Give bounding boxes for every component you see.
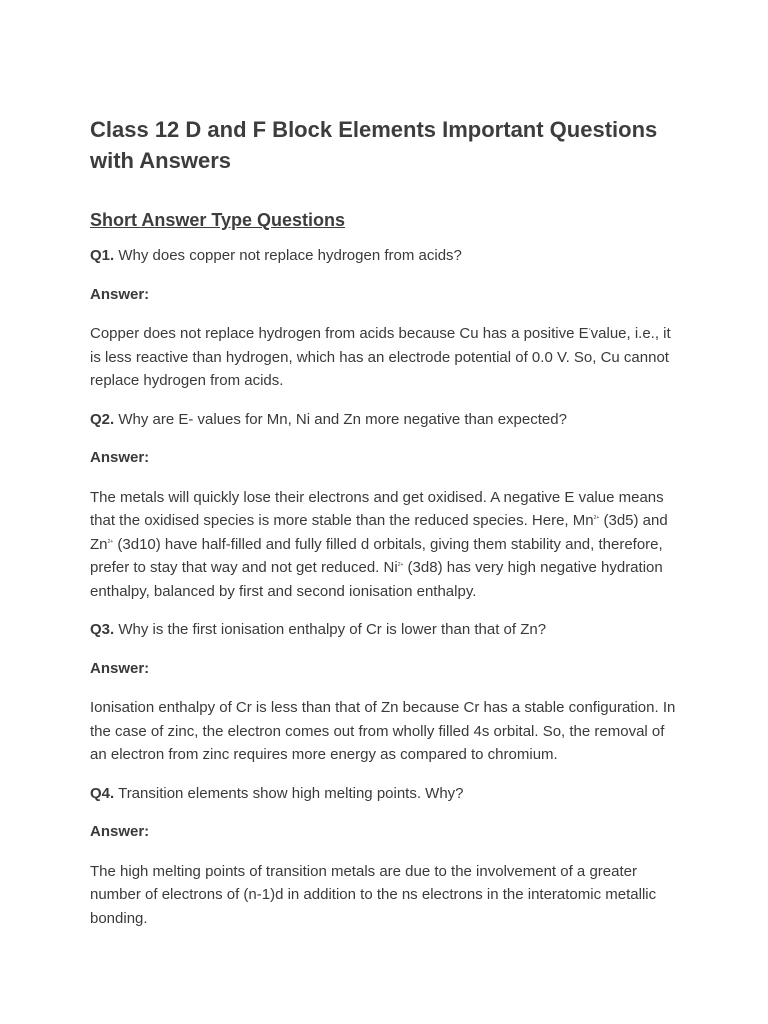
section-heading: Short Answer Type Questions	[90, 210, 346, 230]
answer-text: value, i.e., it is less reactive than hydrogen, which has an electrode potential of 0.0 V. So, Cu cannot replace hydrogen from acids.	[90, 325, 671, 389]
answer-text: Copper does not replace hydrogen from acids because Cu has a positive E	[90, 325, 589, 342]
answer-label-text: Answer:	[90, 449, 150, 466]
answer-text: (3d8) has very high negative hydration enthalpy, balanced by first and second ionisation enthalpy.	[90, 559, 663, 600]
question-text: Why is the first ionisation enthalpy of Cr is lower than that of Zn?	[114, 621, 547, 638]
answer-2	[90, 486, 682, 604]
answer-1	[90, 322, 682, 393]
answer-label	[90, 657, 682, 681]
answer-text: The metals will quickly lose their electrons and get oxidised. A negative E value means that the oxidised species is more stable than the reduced species. Here, Mn	[90, 488, 664, 529]
question-text: Why are E- values for Mn, Ni and Zn more negative than expected?	[114, 410, 567, 428]
question-label: Q4.	[90, 784, 115, 802]
answer-label	[90, 283, 682, 307]
question-text: Transition elements show high melting points. Why?	[114, 784, 464, 802]
question-1	[90, 244, 682, 268]
superscript: 2+	[593, 515, 600, 521]
answer-text: (3d10) have half-filled and fully filled d orbitals, giving them stability and, therefore, prefer to stay that way and not get reduced. Ni	[90, 535, 663, 576]
answer-label-text: Answer:	[90, 285, 150, 303]
answer-text: (3d5) and Zn	[90, 512, 668, 553]
question-label: Q2.	[90, 410, 115, 428]
answer-label-text: Answer:	[90, 659, 150, 677]
question-2	[90, 408, 682, 432]
superscript: 2+	[107, 538, 114, 545]
answer-label-text: Answer:	[90, 823, 150, 840]
page-title: Class 12 D and F Block Elements Important Questions with Answers	[90, 117, 658, 173]
answer-4: The high melting points of transition metals are due to the involvement of a greater number of electrons of (n-1)d in addition to the ns electrons in the interatomic metallic bonding.	[90, 862, 657, 927]
superscript: °	[588, 328, 591, 334]
question-4	[90, 782, 682, 806]
question-3	[90, 618, 682, 642]
question-label: Q1.	[90, 247, 115, 264]
document-page	[90, 114, 682, 945]
answer-3: Ionisation enthalpy of Cr is less than that of Zn because Cr has a stable configuration. In the case of zinc, the electron comes out from wholly filled 4s orbital. So, the removal of an electron from zinc requires more energy as compared to chromium.	[90, 699, 676, 763]
question-label: Q3.	[90, 621, 115, 638]
answer-label	[90, 820, 682, 844]
question-text: Why does copper not replace hydrogen from acids?	[114, 247, 462, 264]
answer-label	[90, 446, 682, 470]
superscript: 2+	[397, 562, 404, 568]
